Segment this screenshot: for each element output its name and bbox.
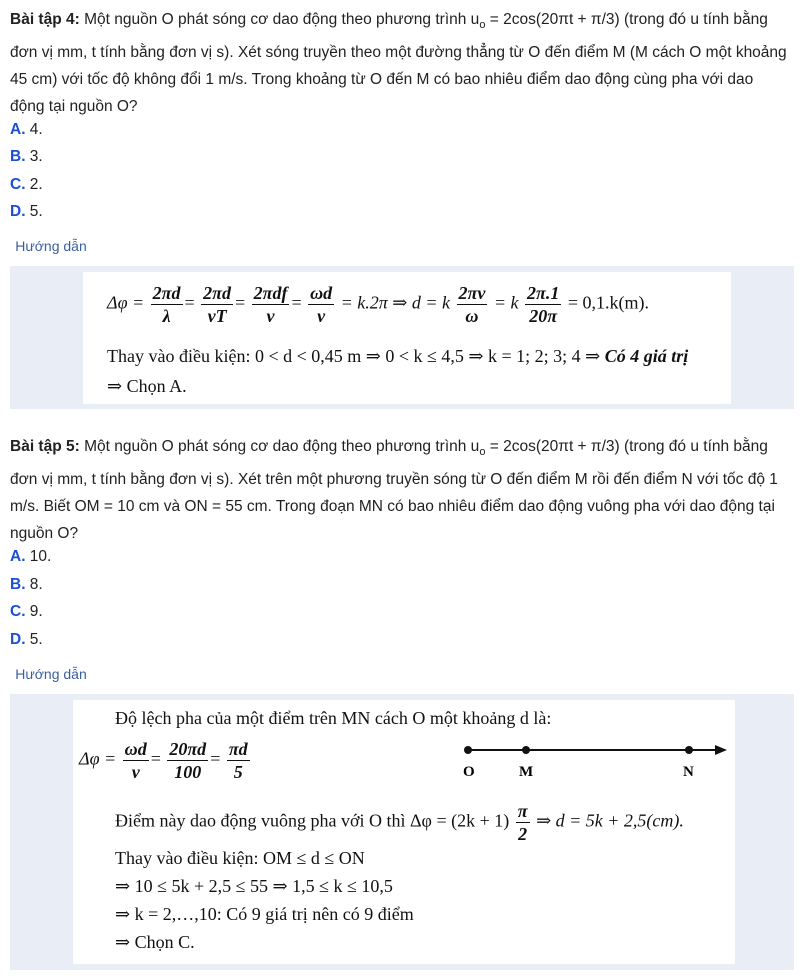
- solution-line-6: ⇒ k = 2,…,10: Có 9 giá trị nên có 9 điểm: [115, 904, 414, 924]
- exercise-4-guide-button[interactable]: Hướng dẫn: [10, 229, 92, 263]
- exercise-5-solution-image: [73, 700, 735, 964]
- frac-num: ωd: [310, 283, 333, 303]
- exercise-5-label: Bài tập 5:: [10, 438, 80, 455]
- frac-num: π: [517, 801, 528, 821]
- option-key: B.: [10, 148, 26, 165]
- exercise-4-text2: = 2cos(20πt + π/3) (trong đó u tính bằng đơn vị mm, t tính bằng đơn vị s). Xét sóng truyền theo một đường thẳng từ O đến điểm M (M cách O một khoảng 45 cm) với tốc độ không đổi 1 m/s. Trong khoảng từ O đến M có bao nhiêu điểm dao động cùng pha với dao động tại nguồn O?: [10, 11, 787, 116]
- option-key: B.: [10, 576, 26, 593]
- line-text: Điểm này dao động vuông pha với O thì Δφ = (2k + 1): [115, 810, 510, 831]
- frac-den: v: [266, 306, 275, 326]
- frac-5: [457, 282, 488, 327]
- option-value: 3.: [25, 148, 43, 165]
- option-value: 9.: [25, 603, 43, 620]
- frac-num: πd: [228, 739, 248, 759]
- point-m-dot: [522, 746, 530, 754]
- eq-k: = k: [493, 292, 519, 313]
- frac-num: 2πd: [152, 283, 181, 303]
- option-key: C.: [10, 176, 26, 193]
- frac-den: vT: [207, 306, 227, 326]
- frac-den: 20π: [529, 306, 558, 326]
- exercise-5-solution-panel: [10, 694, 794, 970]
- frac-den: v: [131, 762, 140, 782]
- option-key: C.: [10, 603, 26, 620]
- frac-num: ωd: [124, 739, 147, 759]
- exercise-5-guide-button[interactable]: Hướng dẫn: [10, 657, 92, 691]
- frac-6: [525, 282, 561, 327]
- exercise-5-text2: = 2cos(20πt + π/3) (trong đó u tính bằng đơn vị mm, t tính bằng đơn vị s). Xét trên một phương truyền sóng từ O đến điểm M rồi đến điểm N với tốc độ 1 m/s. Biết OM = 10 cm và ON = 55 cm. Trong đoạn MN có bao nhiêu điểm dao động vuông pha với dao động tại nguồn O?: [10, 438, 778, 543]
- exercise-4-solution-image: [83, 272, 731, 404]
- solution-line-2: [107, 346, 688, 367]
- frac-4: [308, 282, 334, 327]
- exercise-4-solution-panel: [10, 266, 794, 409]
- wave-line-diagram: [443, 736, 733, 782]
- exercise-4-option-c[interactable]: [10, 174, 43, 196]
- frac-den: 5: [233, 762, 243, 782]
- frac-num: 2πv: [458, 283, 486, 303]
- frac-num: 2πdf: [253, 283, 288, 303]
- exercise-5-sub: o: [479, 446, 486, 459]
- point-o-dot: [464, 746, 472, 754]
- frac-num: 20πd: [169, 739, 207, 759]
- frac-den: 2: [518, 824, 528, 844]
- solution-line-1: Độ lệch pha của một điểm trên MN cách O một khoảng d là:: [115, 708, 552, 728]
- frac-den: v: [317, 306, 326, 326]
- exercise-4-label: Bài tập 4:: [10, 11, 80, 28]
- solution-line-7: ⇒ Chọn C.: [115, 932, 195, 952]
- line-text: Thay vào điều kiện: 0 < d < 0,45 m ⇒ 0 < k ≤ 4,5 ⇒ k = 1; 2; 3; 4 ⇒: [107, 346, 605, 366]
- solution-equation: Δφ = $\frac{2\pi d}{\lambda}$ = $\frac{2\pi d}{vT}$ = $\frac{\text{2πdf}}{v}$ = $\frac{\omega d}{v}$ = k.2π ⇒ d = k $\frac{2\pi v}{\omega}$ = k $\frac{2\pi.1}{20\pi}$ = 0,1.k(m).: [107, 283, 649, 326]
- option-value: 4.: [25, 121, 43, 138]
- exercise-4-text: Một nguồn O phát sóng cơ dao động theo phương trình u: [79, 11, 480, 28]
- eq-lhs: Δφ =: [79, 748, 117, 769]
- option-value: 5.: [25, 203, 43, 220]
- frac-2: [201, 282, 233, 327]
- frac-1: [123, 738, 149, 783]
- exercise-5-text: Một nguồn O phát sóng cơ dao động theo phương trình u: [79, 438, 480, 455]
- exercise-4-option-d[interactable]: [10, 201, 43, 223]
- option-key: D.: [10, 631, 26, 648]
- frac-2: [167, 738, 208, 783]
- eq-end: = 0,1.k(m).: [567, 292, 649, 313]
- frac-den: ω: [465, 306, 479, 326]
- eq-lhs: Δφ =: [107, 292, 145, 313]
- solution-line-5: ⇒ 10 ≤ 5k + 2,5 ≤ 55 ⇒ 1,5 ≤ k ≤ 10,5: [115, 876, 393, 896]
- label-n: N: [683, 764, 694, 780]
- frac-den: 100: [174, 762, 202, 782]
- exercise-5-option-d[interactable]: [10, 629, 43, 651]
- exercise-5-option-a[interactable]: [10, 546, 51, 568]
- exercise-4-question: [10, 6, 792, 120]
- option-value: 2.: [25, 176, 43, 193]
- line-emphasis: Có 4 giá trị: [604, 346, 689, 366]
- option-value: 5.: [25, 631, 43, 648]
- frac-num: 2π.1: [527, 283, 560, 303]
- label-o: O: [463, 764, 475, 780]
- option-value: 10.: [25, 548, 52, 565]
- exercise-5-option-b[interactable]: [10, 574, 43, 596]
- label-m: M: [519, 764, 534, 780]
- solution-line-4: Thay vào điều kiện: OM ≤ d ≤ ON: [115, 848, 365, 868]
- point-n-dot: [685, 746, 693, 754]
- arrow-head-icon: [715, 745, 727, 755]
- option-key: A.: [10, 121, 26, 138]
- option-value: 8.: [25, 576, 43, 593]
- frac-3: [252, 282, 290, 327]
- exercise-5-option-c[interactable]: [10, 601, 43, 623]
- frac-den: λ: [162, 306, 171, 326]
- solution-line-3: ⇒ Chọn A.: [107, 376, 187, 396]
- exercise-4-option-b[interactable]: [10, 146, 43, 168]
- line-text-end: ⇒ d = 5k + 2,5(cm).: [536, 810, 684, 831]
- exercise-5-question: [10, 433, 792, 547]
- frac-1: [151, 282, 183, 327]
- solution-line-3: [115, 800, 684, 845]
- option-key: D.: [10, 203, 26, 220]
- option-key: A.: [10, 548, 26, 565]
- eq-mid: = k.2π ⇒ d = k: [340, 292, 451, 313]
- exercise-4-sub: o: [479, 19, 486, 32]
- frac-num: 2πd: [203, 283, 231, 303]
- exercise-4-option-a[interactable]: [10, 119, 43, 141]
- frac-3: [227, 738, 250, 783]
- solution-equation: Δφ = $\frac{\omega d}{v}$ = $\frac{20\pi d}{100}$ = $\frac{\pi d}{5}$: [79, 739, 248, 782]
- frac-4: [516, 800, 530, 845]
